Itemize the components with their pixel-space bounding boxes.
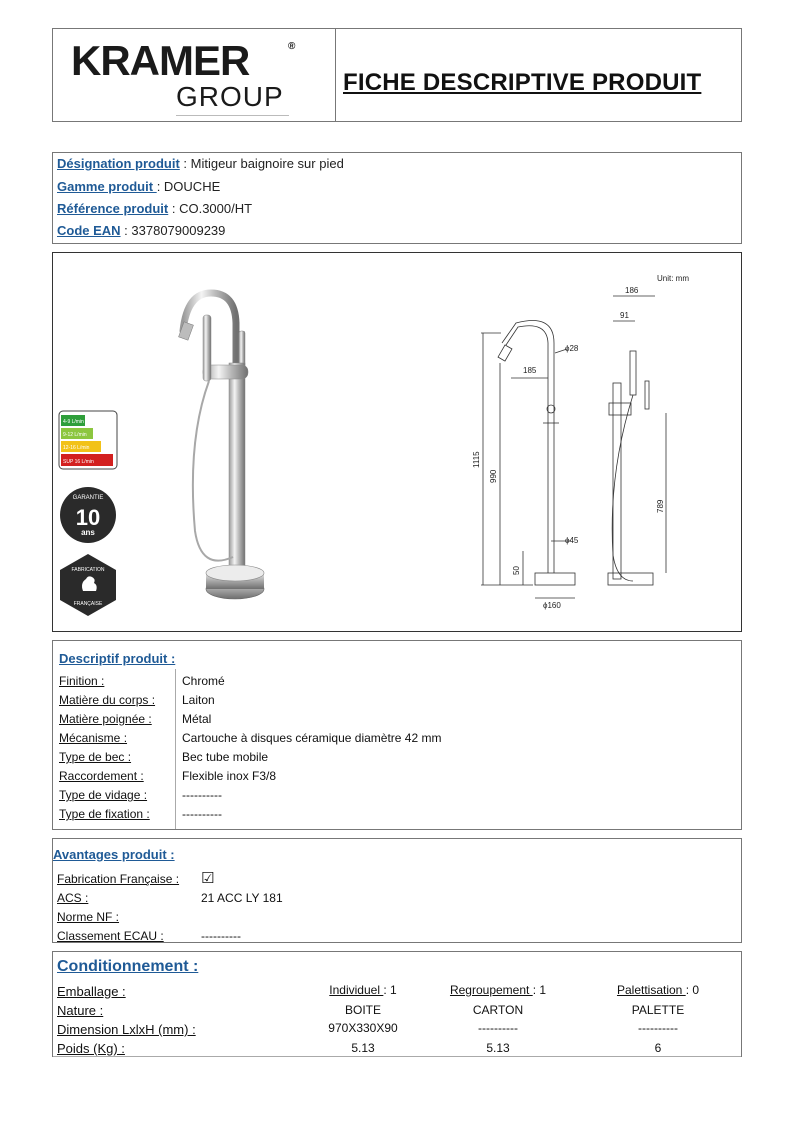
dimension-label: Dimension LxlxH (mm) :	[57, 1022, 196, 1037]
descriptif-value: Bec tube mobile	[182, 750, 269, 764]
ean-row	[57, 223, 225, 238]
nature-regroupement: CARTON	[472, 1003, 524, 1017]
nature-palettisation: PALETTE	[631, 1003, 685, 1017]
dim-phi45: ϕ45	[565, 536, 579, 545]
descriptif-key: Matière du corps :	[59, 693, 156, 707]
ean-label: Code EAN	[57, 223, 121, 238]
eco-row-4: SUP 16 L/min	[63, 459, 94, 465]
dim-186: 186	[625, 286, 639, 295]
col-head-palettisation	[593, 983, 723, 997]
descriptif-produit-section	[52, 640, 742, 830]
fabrication-francaise-icon	[60, 554, 116, 616]
avantages-produit-section	[52, 838, 742, 943]
conditionnement-section	[52, 951, 742, 1057]
nature-label: Nature :	[57, 1003, 104, 1018]
product-photo	[179, 293, 264, 599]
emballage-label: Emballage :	[57, 984, 126, 999]
fab-top-text: FABRICATION	[71, 567, 105, 573]
logo-kramer-text: KRAMER	[71, 37, 250, 84]
page-title: FICHE DESCRIPTIVE PRODUIT	[343, 69, 702, 96]
dimension-regroupement: ----------	[478, 1021, 518, 1035]
descriptif-value: ----------	[182, 788, 222, 802]
descriptif-value: Laiton	[182, 693, 215, 707]
reference-row	[57, 201, 252, 216]
descriptif-key: Mécanisme :	[59, 731, 128, 745]
logo-underline	[176, 115, 289, 116]
avantages-key: Norme NF :	[57, 910, 120, 924]
gamme-label: Gamme produit	[57, 179, 157, 194]
dim-1115: 1115	[472, 451, 481, 468]
descriptif-value: ----------	[182, 807, 222, 821]
designation-row	[57, 156, 344, 171]
kramer-logo	[71, 37, 301, 115]
technical-drawing	[481, 296, 666, 598]
unit-label: Unit: mm	[657, 274, 689, 283]
avantages-key: ACS :	[57, 891, 89, 905]
col-head-regroupement-value: : 1	[532, 983, 547, 997]
descriptif-title: Descriptif produit :	[59, 651, 176, 666]
poids-regroupement: 5.13	[486, 1041, 510, 1055]
product-drawing	[53, 253, 741, 631]
eco-row-2: 9-12 L/min	[63, 432, 87, 438]
garantie-top-text: GARANTIE	[72, 495, 104, 501]
col-head-individuel-label: Individuel	[329, 983, 384, 997]
col-head-individuel	[303, 983, 423, 997]
avantages-key: Classement ECAU :	[57, 929, 164, 943]
dim-phi160: ϕ160	[543, 601, 561, 610]
avantages-value: 21 ACC LY 181	[201, 891, 283, 905]
checkbox-checked-icon: ☑	[201, 870, 215, 887]
descriptif-key: Raccordement :	[59, 769, 144, 783]
reference-value: : CO.3000/HT	[168, 201, 253, 216]
dim-990: 990	[489, 469, 498, 483]
descriptif-value: Chromé	[182, 674, 225, 688]
product-drawing-panel	[52, 252, 742, 632]
product-identification	[52, 152, 742, 244]
technical-drawing-labels	[472, 274, 689, 610]
fab-bottom-text: FRANÇAISE	[73, 601, 103, 607]
poids-individuel: 5.13	[351, 1041, 375, 1055]
descriptif-value: Métal	[182, 712, 212, 726]
designation-value: : Mitigeur baignoire sur pied	[179, 156, 344, 171]
descriptif-value: Cartouche à disques céramique diamètre 42 mm	[182, 731, 442, 745]
col-head-palettisation-label: Palettisation	[616, 983, 686, 997]
nature-individuel: BOITE	[344, 1003, 381, 1017]
dim-185: 185	[523, 366, 537, 375]
descriptif-key: Type de vidage :	[59, 788, 148, 802]
eco-row-1: 4-9 L/min	[63, 419, 84, 425]
dimension-palettisation: ----------	[638, 1021, 678, 1035]
dimension-individuel: 970X330X90	[328, 1021, 398, 1035]
cond-bottom-line	[53, 1056, 741, 1057]
reference-label: Référence produit	[57, 201, 169, 216]
logo-registered-mark: ®	[288, 41, 296, 52]
descriptif-key: Type de fixation :	[59, 807, 150, 821]
dim-50: 50	[512, 566, 521, 575]
designation-label: Désignation produit	[57, 156, 180, 171]
col-head-palettisation-value: : 0	[685, 983, 700, 997]
dim-789: 789	[656, 499, 665, 513]
garantie-number: 10	[75, 505, 101, 530]
conditionnement-title: Conditionnement :	[57, 958, 199, 975]
header	[52, 28, 742, 122]
poids-palettisation: 6	[654, 1041, 662, 1055]
descriptif-value: Flexible inox F3/8	[182, 769, 277, 783]
ean-value: : 3378079009239	[120, 223, 226, 238]
garantie-unit: ans	[81, 528, 95, 537]
eco-flow-label-icon	[59, 411, 117, 469]
descriptif-key: Type de bec :	[59, 750, 132, 764]
header-divider	[335, 29, 336, 121]
gamme-value: : DOUCHE	[156, 179, 221, 194]
col-head-regroupement	[433, 983, 563, 997]
avantages-key: Fabrication Française :	[57, 872, 180, 886]
descriptif-key: Matière poignée :	[59, 712, 152, 726]
poids-label: Poids (Kg) :	[57, 1041, 125, 1056]
avantages-value: ----------	[201, 929, 241, 943]
logo-group-text: GROUP	[176, 81, 284, 112]
col-head-regroupement-label: Regroupement	[449, 983, 533, 997]
col-head-individuel-value: : 1	[383, 983, 397, 997]
dim-phi28: ϕ28	[565, 344, 579, 353]
eco-row-3: 12-16 L/min	[63, 445, 90, 451]
gamme-row	[57, 179, 220, 194]
avantages-title: Avantages produit :	[53, 847, 175, 862]
descriptif-key: Finition :	[59, 674, 105, 688]
garantie-10-ans-icon	[60, 487, 116, 543]
descriptif-divider	[175, 669, 176, 829]
dim-91: 91	[620, 311, 629, 320]
